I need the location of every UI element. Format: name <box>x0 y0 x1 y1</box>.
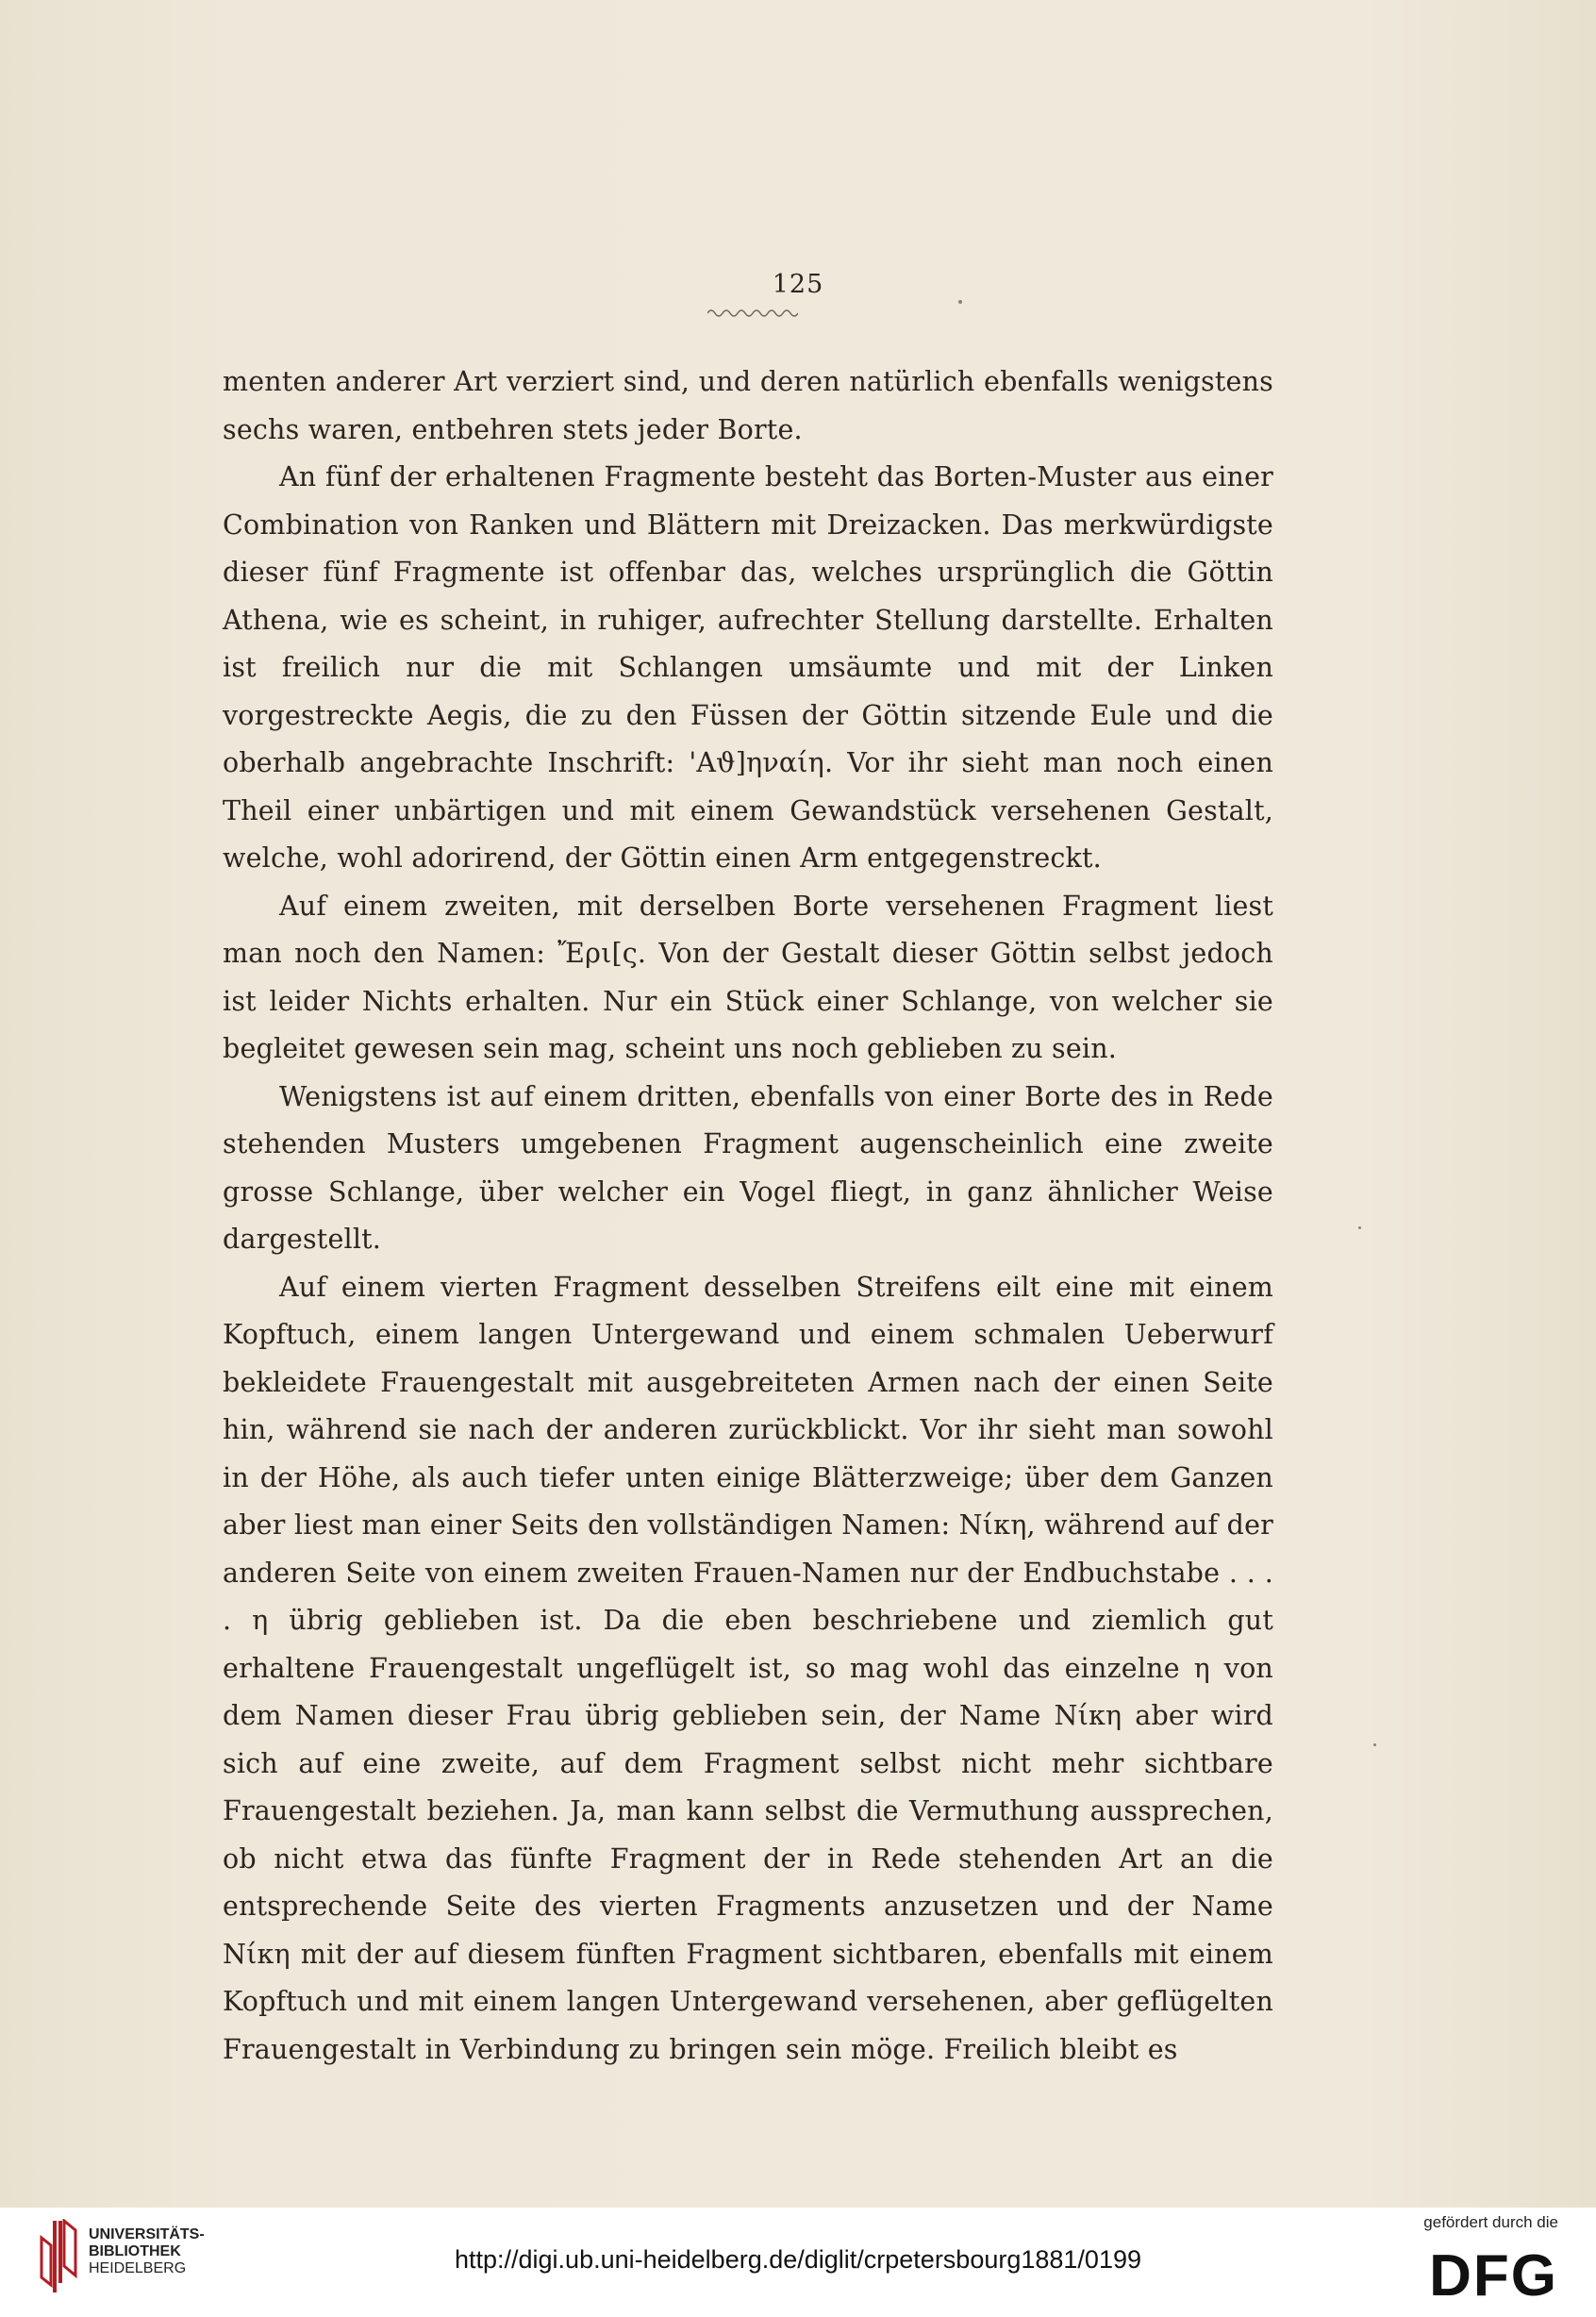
paper-speck <box>1373 1743 1376 1746</box>
library-name-line: BIBLIOTHEK <box>89 2243 181 2259</box>
page-number-ornament <box>707 308 798 319</box>
paragraph-5: Auf einem vierten Fragment desselben Streifens eilt eine mit einem Kopftuch, einem langen Untergewand und einem schmalen Ueberwurf bekleidete Frauengestalt mit ausgebreiteten Armen nach der einen Seite hin, während sie nach der anderen zurückblickt. Vor ihr sieht man sowohl in der Höhe, als auch tiefer unten einige Blätterzweige; über dem Ganzen aber liest man einer Seits den vollständigen Namen: Νίκη, während auf der anderen Seite von einem zweiten Frauen-Namen nur der Endbuchstabe . . . . η übrig geblieben ist. Da die eben beschriebene und ziemlich gut erhaltene Frauengestalt ungeflügelt ist, so mag wohl das einzelne η von dem Namen dieser Frau übrig geblieben sein, der Name Νίκη aber wird sich auf eine zweite, auf dem Fragment selbst nicht mehr sichtbare Frauengestalt beziehen. Ja, man kann selbst die Vermuthung aussprechen, ob nicht etwa das fünfte Fragment der in Rede stehenden Art an die entsprechende Seite des vierten Fragments anzusetzen und der Name Νίκη mit der auf diesem fünften Fragment sichtbaren, ebenfalls mit einem Kopftuch und mit einem langen Untergewand versehenen, aber geflügelten Frauengestalt in Verbindung zu bringen sein möge. Freilich bleibt es <box>223 1271 1273 2065</box>
page-number: 125 <box>772 270 824 299</box>
paper-speck <box>1358 1226 1361 1229</box>
funding-caption: gefördert durch die <box>1423 2213 1558 2231</box>
body-text <box>223 358 1273 2074</box>
paragraph-3: Auf einem zweiten, mit derselben Borte versehenen Fragment liest man noch den Namen: Ἔρι[ς. Von der Gestalt dieser Göttin selbst jedoch ist leider Nichts erhalten. Nur ein Stück einer Schlange, von welcher sie begleitet gewesen sein mag, scheint uns noch geblieben zu sein. <box>223 890 1273 1064</box>
library-name-line: HEIDELBERG <box>89 2260 187 2276</box>
paragraph-2: An fünf der erhaltenen Fragmente besteht das Borten-Muster aus einer Combination von Ranken und Blättern mit Dreizacken. Das merkwürdigste dieser fünf Fragmente ist offenbar das, welches ursprünglich die Göttin Athena, wie es scheint, in ruhiger, aufrechter Stellung darstellte. Erhalten ist freilich nur die mit Schlangen umsäumte und mit der Linken vorgestreckte Aegis, die zu den Füssen der Göttin sitzende Eule und die oberhalb angebrachte Inschrift: 'Αϑ]ηναίη. Vor ihr sieht man noch einen Theil einer unbärtigen und mit einem Gewandstück versehenen Gestalt, welche, wohl adorirend, der Göttin einen Arm entgegenstreckt. <box>223 461 1273 874</box>
paragraph-1: menten anderer Art verziert sind, und deren natürlich ebenfalls wenigstens sechs waren, entbehren stets jeder Borte. <box>223 366 1273 445</box>
library-name-line: UNIVERSITÄTS- <box>89 2226 205 2242</box>
paragraph-4: Wenigstens ist auf einem dritten, ebenfalls von einer Borte des in Rede stehenden Musters umgebenen Fragment augenscheinlich eine zweite grosse Schlange, über welcher ein Vogel fliegt, in ganz ähnlicher Weise dargestellt. <box>223 1080 1273 1255</box>
permalink-url[interactable]: http://digi.ub.uni-heidelberg.de/diglit/crpetersbourg1881/0199 <box>454 2245 1141 2274</box>
dfg-logo-icon: DFG <box>1429 2243 1558 2309</box>
paper-speck <box>958 300 962 304</box>
